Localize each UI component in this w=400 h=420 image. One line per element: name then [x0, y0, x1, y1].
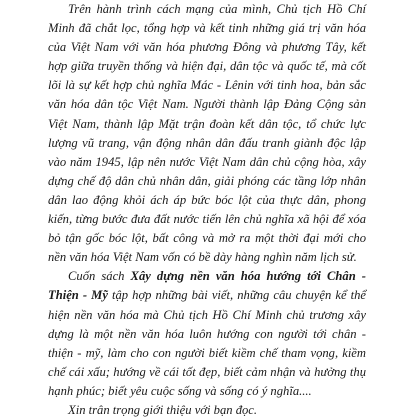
- paragraph-1: Trên hành trình cách mạng của mình, Chủ tịch Hồ Chí Minh đã chắt lọc, tổng hợp và kết tinh những giá trị văn hóa của Việt Nam với văn hóa phương Đông và phương Tây, kết hợp giữa truyền thống và hiện đại, dân tộc và quốc tế, mà cốt lõi là sự kết hợp chủ nghĩa Mác - Lênin với tinh hoa, bản sắc văn hóa dân tộc Việt Nam. Người thành lập Đảng Cộng sản Việt Nam, thành lập Mặt trận đoàn kết dân tộc, tổ chức lực lượng vũ trang, vận động nhân dân đấu tranh giành độc lập vào năm 1945, lập nên nước Việt Nam dân chủ cộng hòa, xây dựng chế độ dân chủ nhân dân, giải phóng các tầng lớp nhân dân lao động khỏi ách áp bức bóc lột của thực dân, phong kiến, từng bước đưa đất nước tiến lên chủ nghĩa xã hội để xóa bỏ tận gốc bóc lột, bất công và mở ra một thời đại mới cho nền văn hóa Việt Nam vốn có bề dày hàng nghìn năm lịch sử.: [48, 2, 366, 265]
- paragraph-3: Xin trân trọng giới thiệu với bạn đọc.: [68, 402, 258, 417]
- paragraph-2-intro: Cuốn sách: [68, 269, 131, 284]
- paragraph-2-rest: tập hợp những bài viết, những câu chuyện kể thể hiện nền văn hóa mà Chủ tịch Hồ Chí Minh chủ trương xây dựng là một nền văn hóa luôn hướng con người tới chân - thiện - mỹ, làm cho con người biết kiềm chế tham vọng, kiềm chế cái xấu; hướng về cái tốt đẹp, biết cảm nhận và hưởng thụ hạnh phúc; biết yêu cuộc sống và sống có ý nghĩa....: [48, 288, 366, 398]
- paragraph-2: [48, 267, 366, 401]
- book-title: Xây dựng nền văn hóa hướng tới Chân - Thiện - Mỹ: [48, 269, 367, 303]
- body-text: [48, 0, 366, 420]
